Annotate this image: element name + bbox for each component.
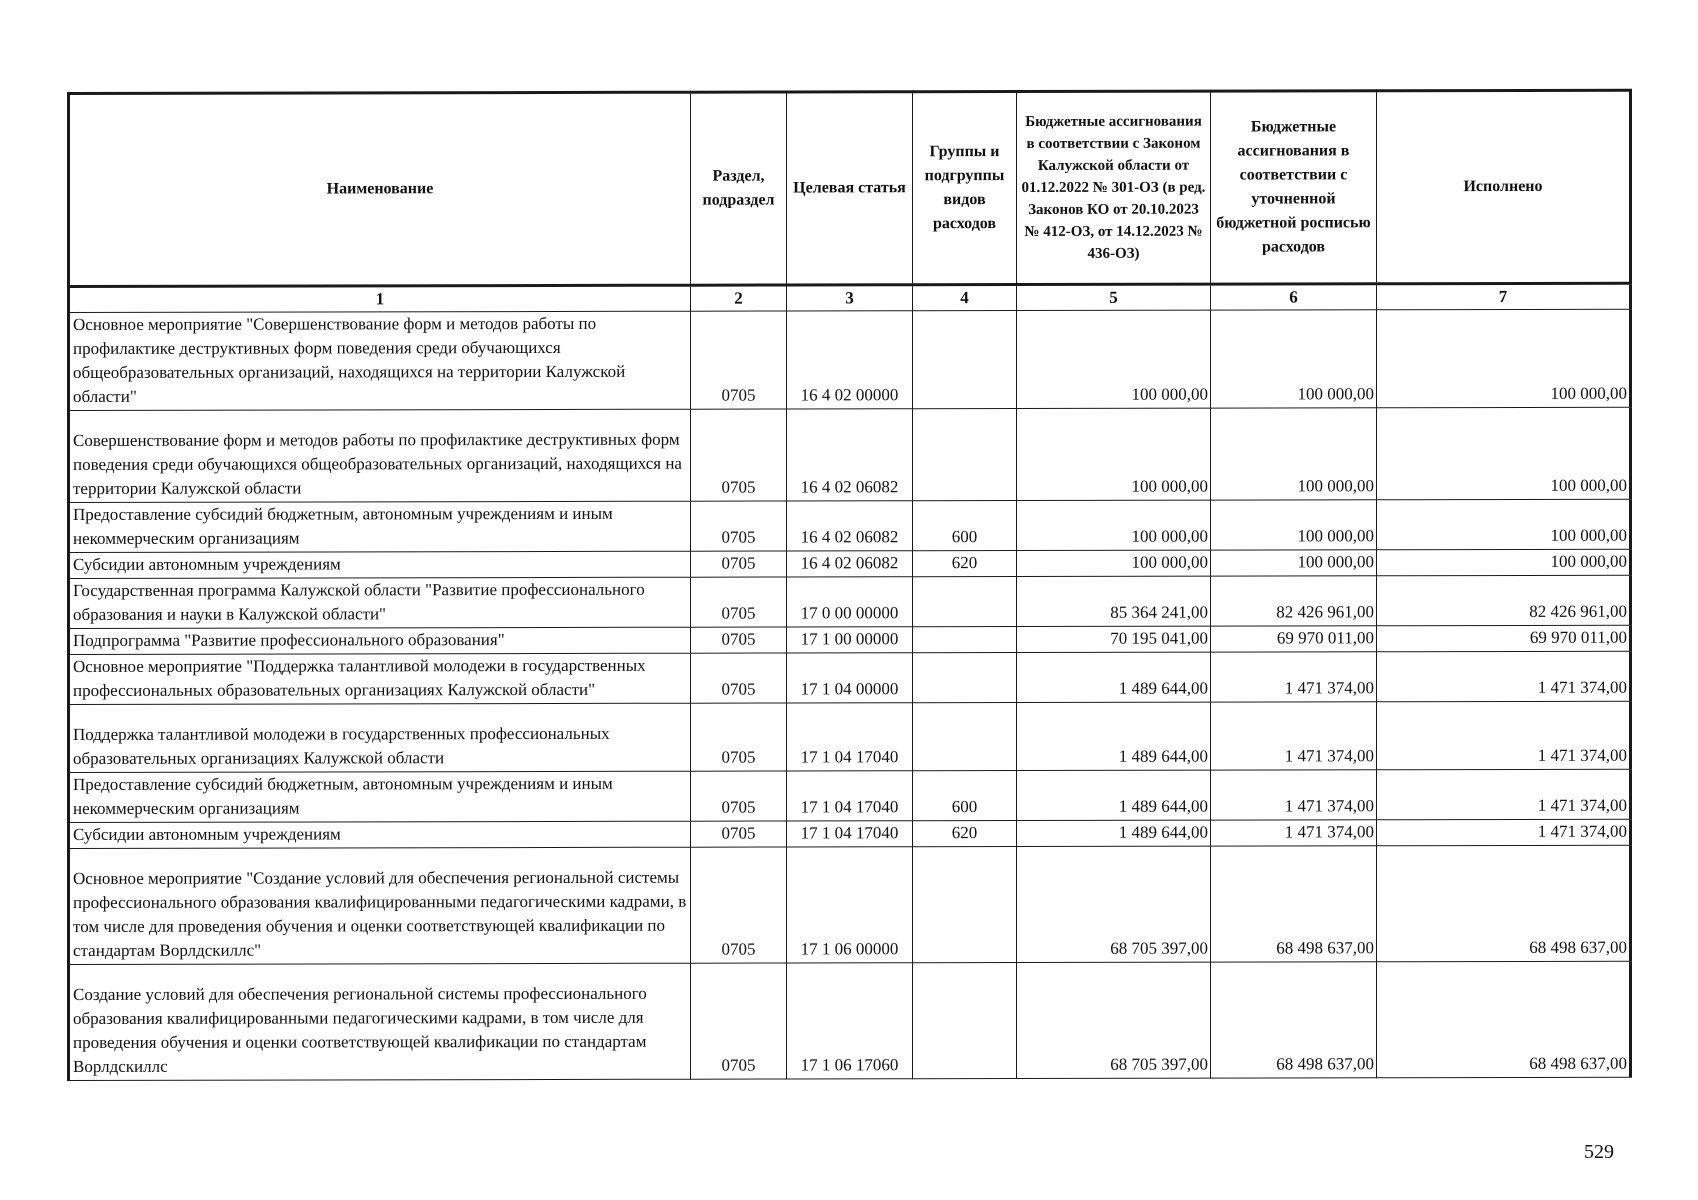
row-expense-group	[913, 963, 1017, 1079]
header-expense-groups: Группы и подгруппы видов расходов	[913, 92, 1017, 285]
row-name: Субсидии автономным учреждениям	[69, 821, 691, 848]
row-law-allocation: 70 195 041,00	[1017, 626, 1211, 652]
row-executed: 1 471 374,00	[1377, 819, 1631, 846]
row-expense-group: 600	[913, 501, 1017, 551]
row-expense-group	[913, 847, 1017, 963]
column-number: 1	[69, 285, 691, 312]
row-target-article: 17 1 06 00000	[787, 847, 913, 963]
row-name: Основное мероприятие "Поддержка талантливой молодежи в государственных профессиональных образовательных организациях Калужской области"	[69, 653, 691, 704]
row-executed: 100 000,00	[1377, 309, 1631, 408]
row-name: Основное мероприятие "Создание условий для обеспечения региональной системы профессионального образования квалифицированными педагогическими кадрами, в том числе для проведения обучения и оценки соответствующей квалификации по стандартам Ворлдскиллс"	[69, 847, 691, 964]
table-row	[69, 625, 1631, 654]
row-name: Предоставление субсидий бюджетным, автономным учреждениям и иным некоммерческим организациям	[69, 501, 691, 552]
row-expense-group	[913, 627, 1017, 653]
page-number: 529	[1584, 1141, 1614, 1163]
row-refined-allocation: 82 426 961,00	[1211, 576, 1377, 626]
column-number: 5	[1017, 284, 1211, 310]
row-target-article: 17 1 04 17040	[787, 821, 913, 847]
row-target-article: 16 4 02 06082	[787, 409, 913, 501]
column-number: 2	[691, 285, 787, 311]
row-section: 0705	[691, 409, 787, 501]
row-name: Подпрограмма "Развитие профессионального образования"	[69, 627, 691, 654]
row-refined-allocation: 1 471 374,00	[1211, 770, 1377, 820]
row-name: Государственная программа Калужской области "Развитие профессионального образования и науки в Калужской области"	[69, 577, 691, 628]
column-number: 6	[1211, 284, 1377, 310]
table-row	[69, 819, 1631, 848]
row-refined-allocation: 100 000,00	[1211, 310, 1377, 408]
row-executed: 1 471 374,00	[1377, 701, 1631, 770]
row-target-article: 16 4 02 06082	[787, 551, 913, 577]
row-section: 0705	[691, 501, 787, 551]
table-row	[69, 407, 1631, 502]
row-expense-group	[913, 311, 1017, 409]
header-refined-allocations: Бюджетные ассигнования в соответствии с уточненной бюджетной росписью расходов	[1211, 91, 1377, 284]
row-law-allocation: 100 000,00	[1017, 408, 1211, 500]
table-row	[69, 575, 1631, 628]
row-refined-allocation: 100 000,00	[1211, 500, 1377, 550]
table-row	[69, 549, 1631, 578]
row-law-allocation: 68 705 397,00	[1017, 962, 1211, 1078]
row-name: Поддержка талантливой молодежи в государственных профессиональных образовательных организациях Калужской области	[69, 703, 691, 772]
row-target-article: 17 1 06 17060	[787, 963, 913, 1079]
row-name: Совершенствование форм и методов работы по профилактике деструктивных форм поведения среди обучающихся общеобразовательных организаций, находящихся на территории Калужской области	[69, 409, 691, 502]
column-number: 7	[1377, 283, 1631, 310]
row-refined-allocation: 1 471 374,00	[1211, 820, 1377, 846]
row-section: 0705	[691, 847, 787, 963]
row-law-allocation: 100 000,00	[1017, 310, 1211, 408]
row-refined-allocation: 69 970 011,00	[1211, 626, 1377, 652]
row-section: 0705	[691, 771, 787, 821]
row-law-allocation: 100 000,00	[1017, 500, 1211, 550]
row-target-article: 17 1 00 00000	[787, 627, 913, 653]
table-row	[69, 845, 1631, 964]
table-header-row	[69, 90, 1631, 286]
row-law-allocation: 68 705 397,00	[1017, 846, 1211, 962]
row-law-allocation: 1 489 644,00	[1017, 770, 1211, 820]
header-target-article: Целевая статья	[787, 92, 913, 285]
budget-sheet	[67, 89, 1629, 1081]
row-law-allocation: 1 489 644,00	[1017, 652, 1211, 702]
row-name: Создание условий для обеспечения региональной системы профессионального образования квалифицированными педагогическими кадрами, в том числе для проведения обучения и оценки соответствующей квалификации по стандартам Ворлдскиллс	[69, 963, 691, 1080]
row-executed: 82 426 961,00	[1377, 575, 1631, 626]
row-target-article: 17 1 04 17040	[787, 703, 913, 771]
row-target-article: 17 1 04 17040	[787, 771, 913, 821]
row-law-allocation: 1 489 644,00	[1017, 820, 1211, 846]
row-executed: 100 000,00	[1377, 499, 1631, 550]
header-section: Раздел, подраздел	[691, 92, 787, 285]
column-number-row	[69, 283, 1631, 312]
row-refined-allocation: 68 498 637,00	[1211, 846, 1377, 962]
column-number: 4	[913, 285, 1017, 311]
row-section: 0705	[691, 821, 787, 847]
row-expense-group	[913, 409, 1017, 501]
row-target-article: 17 1 04 00000	[787, 653, 913, 703]
row-name: Основное мероприятие "Совершенствование форм и методов работы по профилактике деструктивных форм поведения среди обучающихся общеобразовательных организаций, находящихся на территории Калужской области"	[69, 311, 691, 410]
row-expense-group: 620	[913, 821, 1017, 847]
row-executed: 68 498 637,00	[1377, 961, 1631, 1078]
row-section: 0705	[691, 311, 787, 409]
row-target-article: 17 0 00 00000	[787, 577, 913, 627]
row-law-allocation: 100 000,00	[1017, 550, 1211, 576]
column-number: 3	[787, 285, 913, 311]
table-row	[69, 499, 1631, 552]
row-executed: 100 000,00	[1377, 407, 1631, 500]
row-refined-allocation: 100 000,00	[1211, 408, 1377, 500]
table-row	[69, 651, 1631, 704]
table-row	[69, 701, 1631, 772]
row-law-allocation: 85 364 241,00	[1017, 576, 1211, 626]
row-refined-allocation: 1 471 374,00	[1211, 652, 1377, 702]
header-name: Наименование	[69, 92, 691, 286]
row-section: 0705	[691, 577, 787, 627]
row-name: Предоставление субсидий бюджетным, автономным учреждениям и иным некоммерческим организациям	[69, 771, 691, 822]
row-refined-allocation: 1 471 374,00	[1211, 702, 1377, 770]
row-name: Субсидии автономным учреждениям	[69, 551, 691, 578]
table-row	[69, 961, 1631, 1080]
row-expense-group: 600	[913, 771, 1017, 821]
header-law-allocations: Бюджетные ассигнования в соответствии с Законом Калужской области от 01.12.2022 № 301-ОЗ (в ред. Законов КО от 20.10.2023 № 412-ОЗ, от 14.12.2023 № 436-ОЗ)	[1017, 91, 1211, 284]
row-expense-group	[913, 703, 1017, 771]
row-refined-allocation: 68 498 637,00	[1211, 962, 1377, 1078]
row-executed: 68 498 637,00	[1377, 845, 1631, 962]
row-target-article: 16 4 02 00000	[787, 311, 913, 409]
table-row	[69, 309, 1631, 410]
row-target-article: 16 4 02 06082	[787, 501, 913, 551]
row-expense-group: 620	[913, 551, 1017, 577]
row-expense-group	[913, 653, 1017, 703]
budget-table	[67, 89, 1632, 1081]
row-section: 0705	[691, 653, 787, 703]
row-executed: 1 471 374,00	[1377, 651, 1631, 702]
row-section: 0705	[691, 551, 787, 577]
row-section: 0705	[691, 963, 787, 1079]
row-expense-group	[913, 577, 1017, 627]
row-executed: 100 000,00	[1377, 549, 1631, 576]
row-executed: 69 970 011,00	[1377, 625, 1631, 652]
row-executed: 1 471 374,00	[1377, 769, 1631, 820]
row-section: 0705	[691, 627, 787, 653]
row-refined-allocation: 100 000,00	[1211, 550, 1377, 576]
row-law-allocation: 1 489 644,00	[1017, 702, 1211, 770]
row-section: 0705	[691, 703, 787, 771]
table-row	[69, 769, 1631, 822]
header-executed: Исполнено	[1377, 90, 1631, 284]
